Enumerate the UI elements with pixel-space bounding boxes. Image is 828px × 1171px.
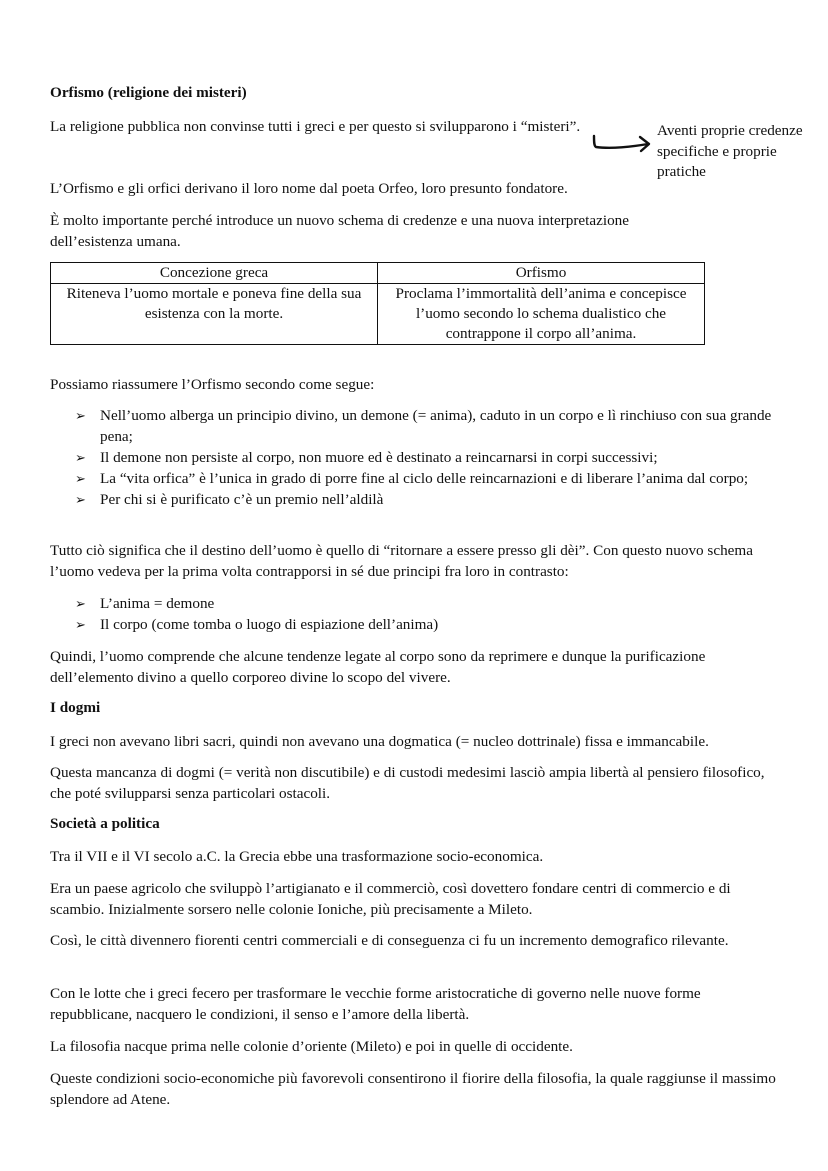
societa-paragraph-6: Queste condizioni socio-economiche più favorevoli consentirono il fiorire della filosofia, la quale raggiunse il massimo splendore ad Atene. xyxy=(50,1070,776,1108)
societa-paragraph-4: Con le lotte che i greci fecero per trasformare le vecchie forme aristocratiche di governo nelle nuove forme repubblicane, nacquero le condizioni, il senso e l’amore della libertà. xyxy=(50,985,701,1023)
principles-list xyxy=(50,593,778,635)
destiny-paragraph: Tutto ciò significa che il destino dell’uomo è quello di “ritornare a essere presso gli dèi”. Con questo nuovo schema l’uomo vedeva per la prima volta contrapporsi in sé due principi fra loro in contrasto: xyxy=(50,542,753,580)
list-item: ➢ La “vita orfica” è l’unica in grado di porre fine al ciclo delle reincarnazioni e di liberare l’anima dal corpo; xyxy=(75,470,749,487)
arrow-bullet-icon: ➢ xyxy=(75,471,86,486)
arrow-bullet-icon: ➢ xyxy=(75,450,86,465)
arrow-bullet-icon: ➢ xyxy=(75,596,86,611)
arrow-bullet-icon: ➢ xyxy=(75,617,86,632)
intro-paragraph: La religione pubblica non convinse tutti i greci e per questo si svilupparono i “misteri”. xyxy=(50,118,581,135)
table-cell: Riteneva l’uomo mortale e poneva fine della sua esistenza con la morte. xyxy=(51,284,378,345)
societa-paragraph-5: La filosofia nacque prima nelle colonie d’oriente (Mileto) e poi in quelle di occidente. xyxy=(50,1038,573,1055)
handwritten-arrow-icon xyxy=(590,134,654,156)
side-note: Aventi proprie credenze specifiche e proprie pratiche xyxy=(657,122,803,180)
summary-intro: Possiamo riassumere l’Orfismo secondo come segue: xyxy=(50,376,375,393)
list-item: ➢ Per chi si è purificato c’è un premio nell’aldilà xyxy=(75,491,384,508)
societa-paragraph-3: Così, le città divennero fiorenti centri commerciali e di conseguenza ci fu un incremento demografico rilevante. xyxy=(50,932,729,949)
list-item: ➢ L’anima = demone xyxy=(75,595,215,612)
comparison-table xyxy=(50,262,705,345)
summary-list xyxy=(50,405,778,510)
list-item: ➢ Il demone non persiste al corpo, non muore ed è destinato a reincarnarsi in corpi successivi; xyxy=(75,449,658,466)
table-cell: Proclama l’immortalità dell’anima e concepisce l’uomo secondo lo schema dualistico che contrappone il corpo all’anima. xyxy=(378,284,705,345)
societa-paragraph-1: Tra il VII e il VI secolo a.C. la Grecia ebbe una trasformazione socio-economica. xyxy=(50,848,544,865)
dogmi-paragraph-1: I greci non avevano libri sacri, quindi non avevano una dogmatica (= nucleo dottrinale) fissa e immancabile. xyxy=(50,733,709,750)
importance-paragraph: È molto importante perché introduce un nuovo schema di credenze e una nuova interpretazione dell’esistenza umana. xyxy=(50,212,630,250)
societa-paragraph-2: Era un paese agricolo che sviluppò l’artigianato e il commerciò, così dovettero fondare centri di commercio e di scambio. Inizialmente sorsero nelle colonie Ioniche, più precisamente a Mileto. xyxy=(50,880,731,918)
dogmi-paragraph-2: Questa mancanza di dogmi (= verità non discutibile) e di custodi medesimi lasciò ampia libertà al pensiero filosofico, che poté svilupparsi senza particolari ostacoli. xyxy=(50,764,765,802)
dogmi-heading: I dogmi xyxy=(50,699,101,716)
table-header-cell: Orfismo xyxy=(378,263,705,284)
list-item: ➢ Nell’uomo alberga un principio divino, un demone (= anima), caduto in un corpo e lì rinchiuso con sua grande pena; xyxy=(75,407,772,445)
arrow-bullet-icon: ➢ xyxy=(75,492,86,507)
conclusion-paragraph: Quindi, l’uomo comprende che alcune tendenze legate al corpo sono da reprimere e dunque la purificazione dell’elemento divino a quello corporeo divine lo scopo del vivere. xyxy=(50,648,706,686)
arrow-bullet-icon: ➢ xyxy=(75,408,86,423)
orfeo-paragraph: L’Orfismo e gli orfici derivano il loro nome dal poeta Orfeo, loro presunto fondatore. xyxy=(50,180,568,197)
table-header-cell: Concezione greca xyxy=(51,263,378,284)
table-row xyxy=(51,284,705,345)
orfismo-heading: Orfismo (religione dei misteri) xyxy=(50,84,247,101)
societa-heading: Società a politica xyxy=(50,815,160,832)
table-header-row xyxy=(51,263,705,284)
list-item: ➢ Il corpo (come tomba o luogo di espiazione dell’anima) xyxy=(75,616,439,633)
